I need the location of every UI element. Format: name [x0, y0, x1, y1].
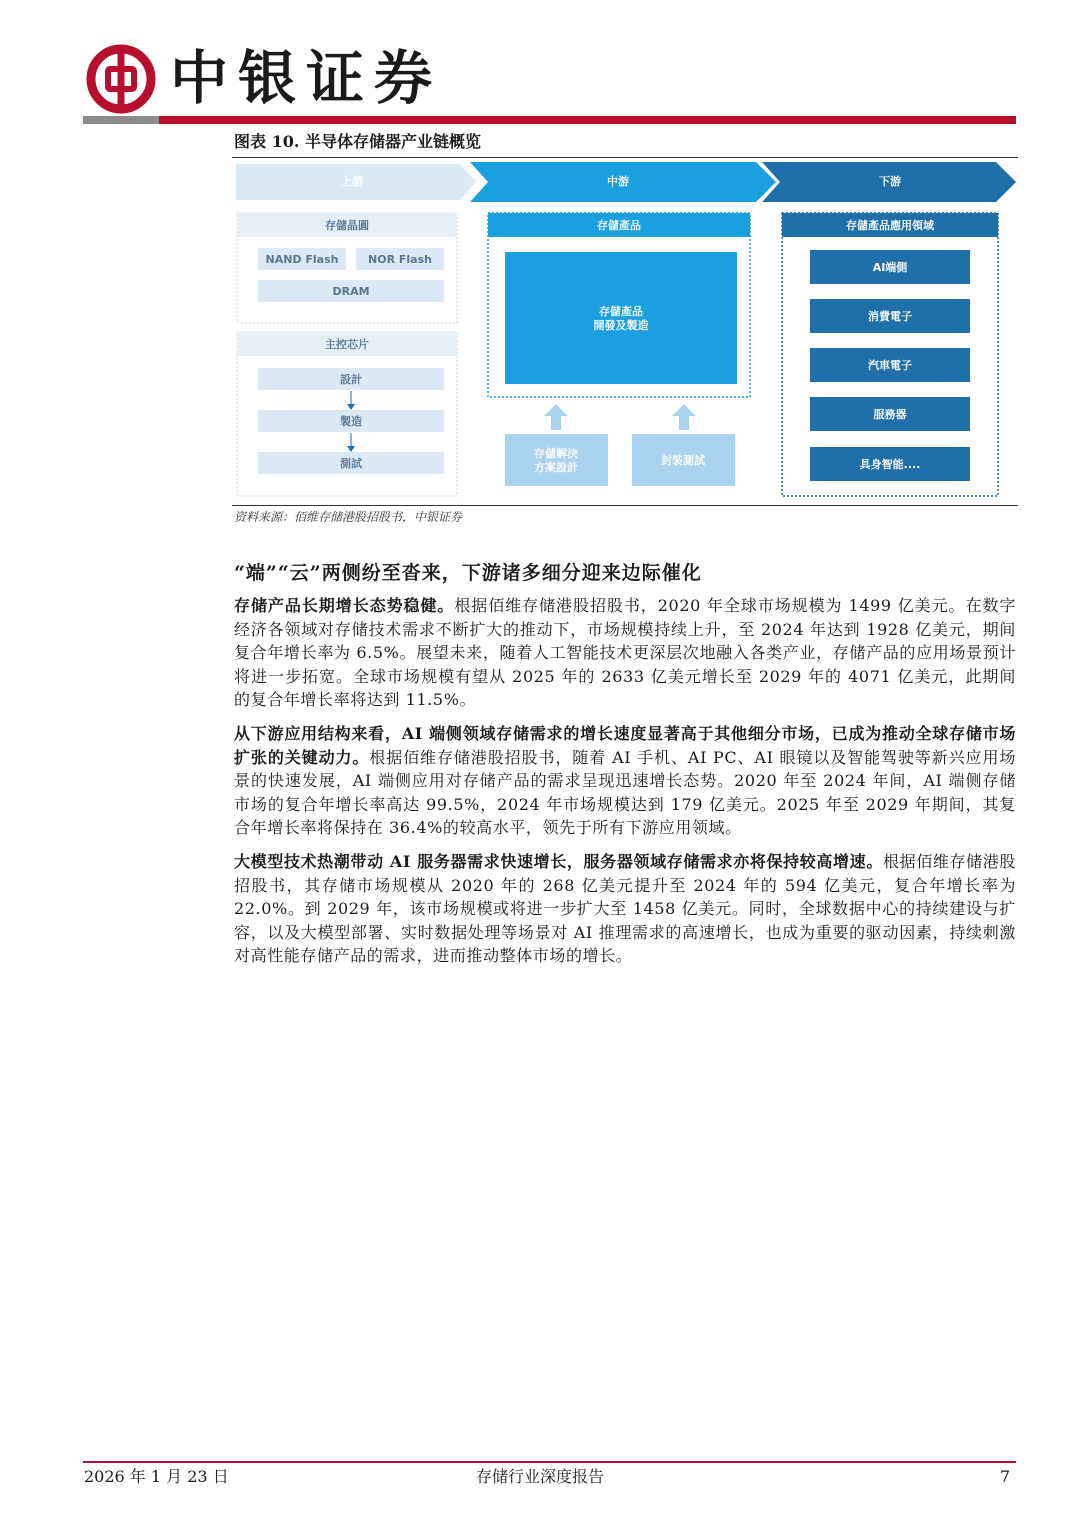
paragraph-2-text: 根据佰维存储港股招股书，随着 AI 手机、AI PC、AI 眼镜以及智能驾驶等新兴应用场景的快速发展，AI 端侧应用对存储产品的需求呈现迅速增长态势。2020 年至 2024 年间，AI 端侧存储市场的复合年增长率高达 99.5%，2024 年市场规模达到 179 亿美元。2025 年至 2029 年期间，其复合年增长率将保持在 36.4%的较高水平，领先于所有下游应用领域。 — [234, 747, 1016, 838]
paragraph-3-lead: 大模型技术热潮带动 AI 服务器需求快速增长，服务器领域存储需求亦将保持较高增速。 — [234, 852, 883, 871]
figure-bottom-rule — [232, 505, 1018, 506]
footer-date: 2026 年 1 月 23 日 — [84, 1467, 229, 1486]
figure-title: 图表 10. 半导体存储器产业链概览 — [234, 132, 481, 151]
step-arrowhead-2 — [347, 446, 355, 452]
footer-rule — [83, 1461, 1016, 1463]
figure-source: 资料来源：佰维存储港股招股书，中银证券 — [234, 510, 463, 524]
app-server-label: 服務器 — [873, 408, 907, 421]
page-number: 7 — [999, 1467, 1010, 1486]
packaging-label: 封裝測試 — [661, 454, 705, 467]
solution-design-box — [505, 434, 608, 486]
upstream-label: 上游 — [341, 175, 363, 188]
app-ai-edge-label: AI端側 — [872, 261, 908, 274]
product-center-line2: 開發及製造 — [593, 319, 649, 332]
wafer-title: 存儲晶圓 — [325, 219, 369, 232]
paragraph-1 — [234, 594, 1016, 712]
app-embodied-label: 具身智能.... — [859, 458, 921, 471]
paragraph-3-text: 根据佰维存储港股招股书，其存储市场规模从 2020 年的 268 亿美元提升至 2024 年的 594 亿美元，复合年增长率为 22.0%。到 2029 年，该市场规模或将进一步扩大至 1458 亿美元。同时，全球数据中心的持续建设与扩容，以及大模型部署、实时数据处理等场景对 AI 推理需求的高速增长，也成为重要的驱动因素，持续刺激对高性能存储产品的需求，进而推动整体市场的增长。 — [234, 852, 1016, 966]
product-center-line1: 存儲產品 — [599, 305, 643, 318]
test-step-label: 測試 — [340, 457, 362, 470]
downstream-label: 下游 — [879, 175, 901, 188]
solution-design-line1: 存儲解決 — [534, 447, 578, 460]
header-bar-gray — [83, 116, 159, 124]
section-heading: “端”“云”两侧纷至沓来，下游诸多细分迎来边际催化 — [234, 562, 702, 584]
brand-name: 中银证券 — [170, 44, 443, 112]
step-arrowhead-1 — [347, 404, 355, 410]
product-title: 存儲產品 — [597, 219, 641, 232]
bank-of-china-logo — [86, 44, 156, 114]
app-consumer-label: 消費電子 — [868, 310, 912, 323]
design-step-label: 設計 — [340, 373, 362, 386]
paragraph-1-lead: 存储产品长期增长态势稳健。 — [234, 596, 455, 615]
solution-design-line2: 方案設計 — [534, 461, 578, 474]
paragraph-1-text: 根据佰维存储港股招股书，2020 年全球市场规模为 1499 亿美元。在数字经济各领域对存储技术需求不断扩大的推动下，市场规模持续上升，至 2024 年达到 1928 亿美元，期间复合年增长率为 6.5%。展望未来，随着人工智能技术更深层次地融入各类产业，存储产品的应用场景预计将进一步拓宽。全球市场规模有望从 2025 年的 2633 亿美元增长至 2029 年的 4071 亿美元，此期间的复合年增长率将达到 11.5%。 — [234, 596, 1016, 710]
industry-chain-diagram — [232, 158, 1018, 504]
nor-flash-label: NOR Flash — [368, 253, 432, 266]
packaging-up-arrow — [672, 404, 696, 430]
paragraph-3 — [234, 850, 1016, 968]
footer-report-title: 存储行业深度报告 — [475, 1467, 604, 1486]
dram-label: DRAM — [332, 285, 370, 298]
paragraph-2 — [234, 722, 1016, 840]
app-auto-label: 汽車電子 — [868, 359, 912, 372]
controller-title: 主控芯片 — [325, 338, 369, 351]
solution-up-arrow — [544, 404, 568, 430]
nand-flash-label: NAND Flash — [265, 253, 339, 266]
manufacture-step-label: 製造 — [340, 415, 362, 428]
paragraph-2-lead: 从下游应用结构来看，AI 端侧领域存储需求的增长速度显著高于其他细分市场，已成为推动全球存储市场扩张的关键动力。 — [234, 724, 1016, 767]
application-title: 存儲產品應用領域 — [846, 219, 934, 232]
header-bar-red — [159, 116, 1016, 124]
midstream-label: 中游 — [607, 175, 629, 188]
product-center-box — [505, 252, 737, 384]
